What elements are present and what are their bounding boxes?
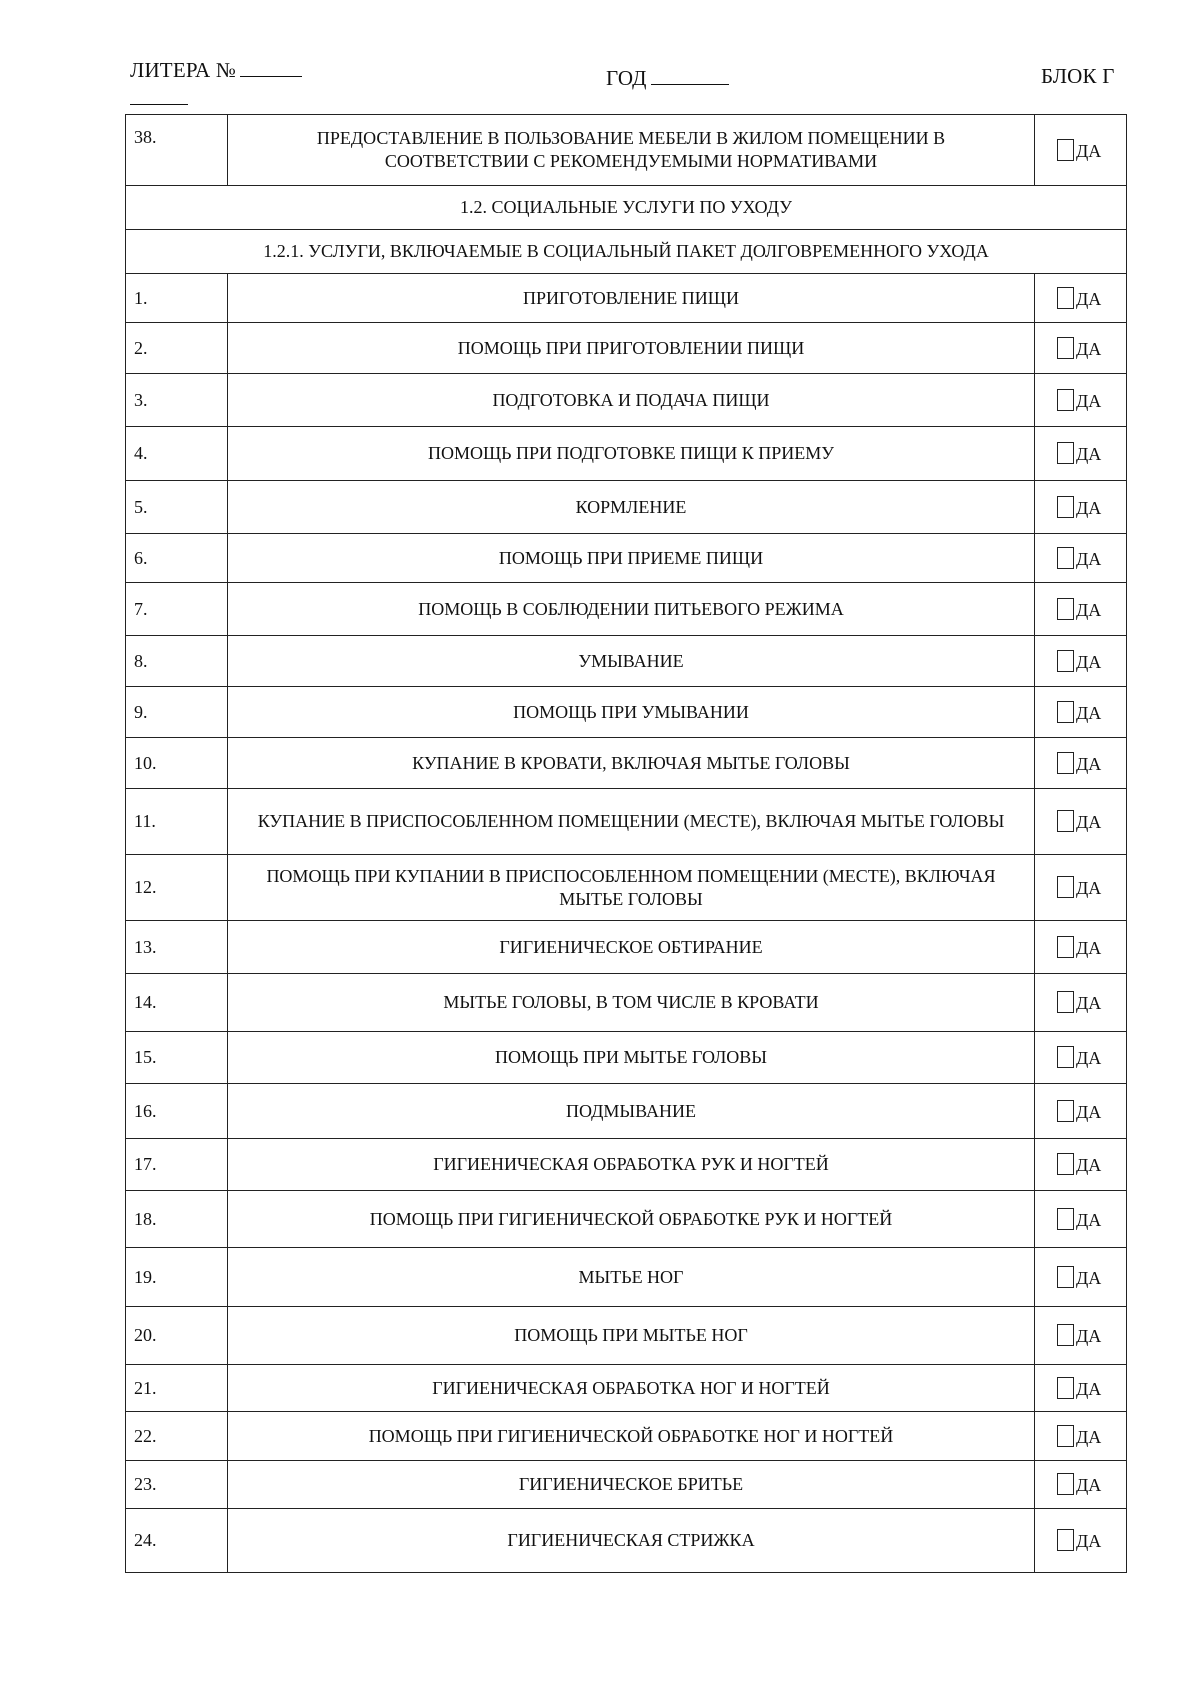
table-row (126, 1461, 1127, 1509)
checkbox-label: ДА (1076, 1475, 1102, 1495)
row-number: 15. (126, 1032, 228, 1084)
table-row (126, 1509, 1127, 1573)
yes-checkbox[interactable] (1035, 1139, 1127, 1191)
checkbox-square[interactable] (1057, 876, 1074, 898)
table-row (126, 687, 1127, 738)
checkbox-label: ДА (1076, 753, 1102, 774)
row-number: 3. (126, 374, 228, 427)
row-number: 11. (126, 789, 228, 855)
row-title: МЫТЬЕ НОГ (228, 1248, 1035, 1307)
checkbox-label: ДА (1076, 1101, 1102, 1122)
checkbox-square[interactable] (1057, 287, 1074, 309)
checkbox-square[interactable] (1057, 1100, 1074, 1122)
checkbox-label: ДА (1076, 1209, 1102, 1230)
litera-blank[interactable] (240, 58, 302, 77)
row-title: ПОМОЩЬ ПРИ ПОДГОТОВКЕ ПИЩИ К ПРИЕМУ (228, 427, 1035, 481)
row-title: ГИГИЕНИЧЕСКОЕ ОБТИРАНИЕ (228, 921, 1035, 974)
yes-checkbox[interactable] (1035, 1461, 1127, 1509)
table-row (126, 974, 1127, 1032)
table-row (126, 921, 1127, 974)
checkbox-square[interactable] (1057, 1153, 1074, 1175)
row-title: ПОДГОТОВКА И ПОДАЧА ПИЩИ (228, 374, 1035, 427)
checkbox-label: ДА (1076, 1326, 1102, 1346)
row-number: 14. (126, 974, 228, 1032)
checkbox-label: ДА (1076, 1531, 1102, 1551)
checkbox-label: ДА (1076, 812, 1102, 832)
table-row (126, 1032, 1127, 1084)
table-row (126, 1365, 1127, 1412)
row-title: ПОМОЩЬ В СОБЛЮДЕНИИ ПИТЬЕВОГО РЕЖИМА (228, 583, 1035, 636)
checkbox-label: ДА (1076, 444, 1102, 464)
row-title: ПОМОЩЬ ПРИ МЫТЬЕ ГОЛОВЫ (228, 1032, 1035, 1084)
table-row (126, 274, 1127, 323)
checkbox-square[interactable] (1057, 547, 1074, 569)
table-row (126, 636, 1127, 687)
row-number: 22. (126, 1412, 228, 1461)
checkbox-square[interactable] (1057, 752, 1074, 774)
god-blank[interactable] (651, 66, 729, 85)
row-title: ПОМОЩЬ ПРИ ПРИГОТОВЛЕНИИ ПИЩИ (228, 323, 1035, 374)
row-title: ГИГИЕНИЧЕСКОЕ БРИТЬЕ (228, 1461, 1035, 1509)
row-number: 5. (126, 481, 228, 534)
checkbox-square[interactable] (1057, 389, 1074, 411)
yes-checkbox[interactable] (1035, 636, 1127, 687)
checkbox-square[interactable] (1057, 1324, 1074, 1346)
table-row (126, 1248, 1127, 1307)
checkbox-square[interactable] (1057, 1529, 1074, 1551)
row-number: 6. (126, 534, 228, 583)
yes-checkbox[interactable] (1035, 1509, 1127, 1573)
yes-checkbox[interactable] (1035, 1412, 1127, 1461)
checkbox-label: ДА (1076, 702, 1102, 723)
table-row (126, 374, 1127, 427)
table-row (126, 427, 1127, 481)
row-title: КУПАНИЕ В КРОВАТИ, ВКЛЮЧАЯ МЫТЬЕ ГОЛОВЫ (228, 738, 1035, 789)
checkbox-square[interactable] (1057, 1425, 1074, 1447)
checkbox-label: ДА (1076, 1426, 1102, 1447)
row-title: УМЫВАНИЕ (228, 636, 1035, 687)
row-number: 16. (126, 1084, 228, 1139)
row-title: ПОМОЩЬ ПРИ ГИГИЕНИЧЕСКОЙ ОБРАБОТКЕ НОГ И НОГТЕЙ (228, 1412, 1035, 1461)
yes-checkbox[interactable] (1035, 323, 1127, 374)
checkbox-label: ДА (1076, 993, 1102, 1013)
row-title: ПОМОЩЬ ПРИ ПРИЕМЕ ПИЩИ (228, 534, 1035, 583)
yes-checkbox[interactable] (1035, 1307, 1127, 1365)
yes-checkbox[interactable] (1035, 427, 1127, 481)
blok-label: БЛОК Г (1041, 64, 1115, 88)
row-number: 18. (126, 1191, 228, 1248)
table-row (126, 1307, 1127, 1365)
table-row (126, 1191, 1127, 1248)
row-number: 23. (126, 1461, 228, 1509)
yes-checkbox[interactable] (1035, 115, 1127, 186)
checkbox-square[interactable] (1057, 1046, 1074, 1068)
checkbox-square[interactable] (1057, 991, 1074, 1013)
row-title: ПОМОЩЬ ПРИ УМЫВАНИИ (228, 687, 1035, 738)
table-row (126, 738, 1127, 789)
checkbox-label: ДА (1076, 140, 1102, 161)
checkbox-square[interactable] (1057, 936, 1074, 958)
row-number: 21. (126, 1365, 228, 1412)
god-label: ГОД (606, 66, 647, 90)
checkbox-square[interactable] (1057, 1473, 1074, 1495)
row-number: 9. (126, 687, 228, 738)
row-number: 17. (126, 1139, 228, 1191)
checkbox-square[interactable] (1057, 337, 1074, 359)
row-title: ГИГИЕНИЧЕСКАЯ ОБРАБОТКА НОГ И НОГТЕЙ (228, 1365, 1035, 1412)
row-title: ГИГИЕНИЧЕСКАЯ ОБРАБОТКА РУК И НОГТЕЙ (228, 1139, 1035, 1191)
yes-checkbox[interactable] (1035, 1248, 1127, 1307)
yes-checkbox[interactable] (1035, 583, 1127, 636)
yes-checkbox[interactable] (1035, 855, 1127, 921)
row-title: КУПАНИЕ В ПРИСПОСОБЛЕННОМ ПОМЕЩЕНИИ (МЕСТЕ), ВКЛЮЧАЯ МЫТЬЕ ГОЛОВЫ (228, 789, 1035, 855)
row-title: ПОДМЫВАНИЕ (228, 1084, 1035, 1139)
checkbox-square[interactable] (1057, 650, 1074, 672)
litera-field (130, 58, 302, 83)
row-number: 20. (126, 1307, 228, 1365)
table-row (126, 534, 1127, 583)
row-title: ПОМОЩЬ ПРИ МЫТЬЕ НОГ (228, 1307, 1035, 1365)
checkbox-square[interactable] (1057, 701, 1074, 723)
row-title: ПРИГОТОВЛЕНИЕ ПИЩИ (228, 274, 1035, 323)
row-title: КОРМЛЕНИЕ (228, 481, 1035, 534)
yes-checkbox[interactable] (1035, 1365, 1127, 1412)
subsection-heading-row (126, 230, 1127, 274)
row-number: 38. (126, 115, 228, 186)
row-number: 19. (126, 1248, 228, 1307)
table-row (126, 855, 1127, 921)
section-heading: 1.2. СОЦИАЛЬНЫЕ УСЛУГИ ПО УХОДУ (126, 186, 1127, 230)
checkbox-label: ДА (1076, 937, 1102, 958)
yes-checkbox[interactable] (1035, 687, 1127, 738)
yes-checkbox[interactable] (1035, 789, 1127, 855)
yes-checkbox[interactable] (1035, 481, 1127, 534)
checkbox-label: ДА (1076, 497, 1102, 518)
row-title: ПОМОЩЬ ПРИ ГИГИЕНИЧЕСКОЙ ОБРАБОТКЕ РУК И НОГТЕЙ (228, 1191, 1035, 1248)
row-number: 12. (126, 855, 228, 921)
yes-checkbox[interactable] (1035, 374, 1127, 427)
yes-checkbox[interactable] (1035, 274, 1127, 323)
row-number: 7. (126, 583, 228, 636)
yes-checkbox[interactable] (1035, 1191, 1127, 1248)
checkbox-label: ДА (1076, 599, 1102, 620)
table-row (126, 789, 1127, 855)
checkbox-label: ДА (1076, 338, 1102, 359)
row-title: ПОМОЩЬ ПРИ КУПАНИИ В ПРИСПОСОБЛЕННОМ ПОМЕЩЕНИИ (МЕСТЕ), ВКЛЮЧАЯ МЫТЬЕ ГОЛОВЫ (228, 855, 1035, 921)
yes-checkbox[interactable] (1035, 921, 1127, 974)
row-title: ГИГИЕНИЧЕСКАЯ СТРИЖКА (228, 1509, 1035, 1573)
checkbox-label: ДА (1076, 288, 1102, 309)
checkbox-square[interactable] (1057, 139, 1074, 161)
yes-checkbox[interactable] (1035, 1032, 1127, 1084)
table-row-38 (126, 115, 1127, 186)
checkbox-square[interactable] (1057, 810, 1074, 832)
checkbox-label: ДА (1076, 548, 1102, 569)
row-title: ПРЕДОСТАВЛЕНИЕ В ПОЛЬЗОВАНИЕ МЕБЕЛИ В ЖИЛОМ ПОМЕЩЕНИИ В СООТВЕТСТВИИ С РЕКОМЕНДУЕМЫМИ НОРМАТИВАМИ (228, 115, 1035, 186)
subsection-heading: 1.2.1. УСЛУГИ, ВКЛЮЧАЕМЫЕ В СОЦИАЛЬНЫЙ ПАКЕТ ДОЛГОВРЕМЕННОГО УХОДА (126, 230, 1127, 274)
row-number: 8. (126, 636, 228, 687)
row-number: 13. (126, 921, 228, 974)
checkbox-label: ДА (1076, 878, 1102, 898)
checkbox-label: ДА (1076, 651, 1102, 672)
table-row (126, 1412, 1127, 1461)
checkbox-square[interactable] (1057, 1266, 1074, 1288)
services-table (125, 114, 1127, 1573)
litera-continuation-line (130, 104, 188, 105)
row-number: 4. (126, 427, 228, 481)
checkbox-square[interactable] (1057, 1208, 1074, 1230)
row-title: МЫТЬЕ ГОЛОВЫ, В ТОМ ЧИСЛЕ В КРОВАТИ (228, 974, 1035, 1032)
checkbox-square[interactable] (1057, 598, 1074, 620)
god-field (606, 66, 729, 91)
row-number: 24. (126, 1509, 228, 1573)
yes-checkbox[interactable] (1035, 534, 1127, 583)
row-number: 10. (126, 738, 228, 789)
checkbox-label: ДА (1076, 1048, 1102, 1068)
section-heading-row (126, 186, 1127, 230)
table-row (126, 1084, 1127, 1139)
checkbox-square[interactable] (1057, 442, 1074, 464)
yes-checkbox[interactable] (1035, 1084, 1127, 1139)
checkbox-label: ДА (1076, 1155, 1102, 1175)
checkbox-label: ДА (1076, 1267, 1102, 1288)
table-row (126, 1139, 1127, 1191)
litera-label: ЛИТЕРА № (130, 58, 237, 82)
checkbox-square[interactable] (1057, 1377, 1074, 1399)
yes-checkbox[interactable] (1035, 974, 1127, 1032)
table-row (126, 323, 1127, 374)
checkbox-square[interactable] (1057, 496, 1074, 518)
checkbox-label: ДА (1076, 390, 1102, 411)
yes-checkbox[interactable] (1035, 738, 1127, 789)
row-number: 1. (126, 274, 228, 323)
row-number: 2. (126, 323, 228, 374)
table-row (126, 481, 1127, 534)
table-row (126, 583, 1127, 636)
checkbox-label: ДА (1076, 1378, 1102, 1399)
